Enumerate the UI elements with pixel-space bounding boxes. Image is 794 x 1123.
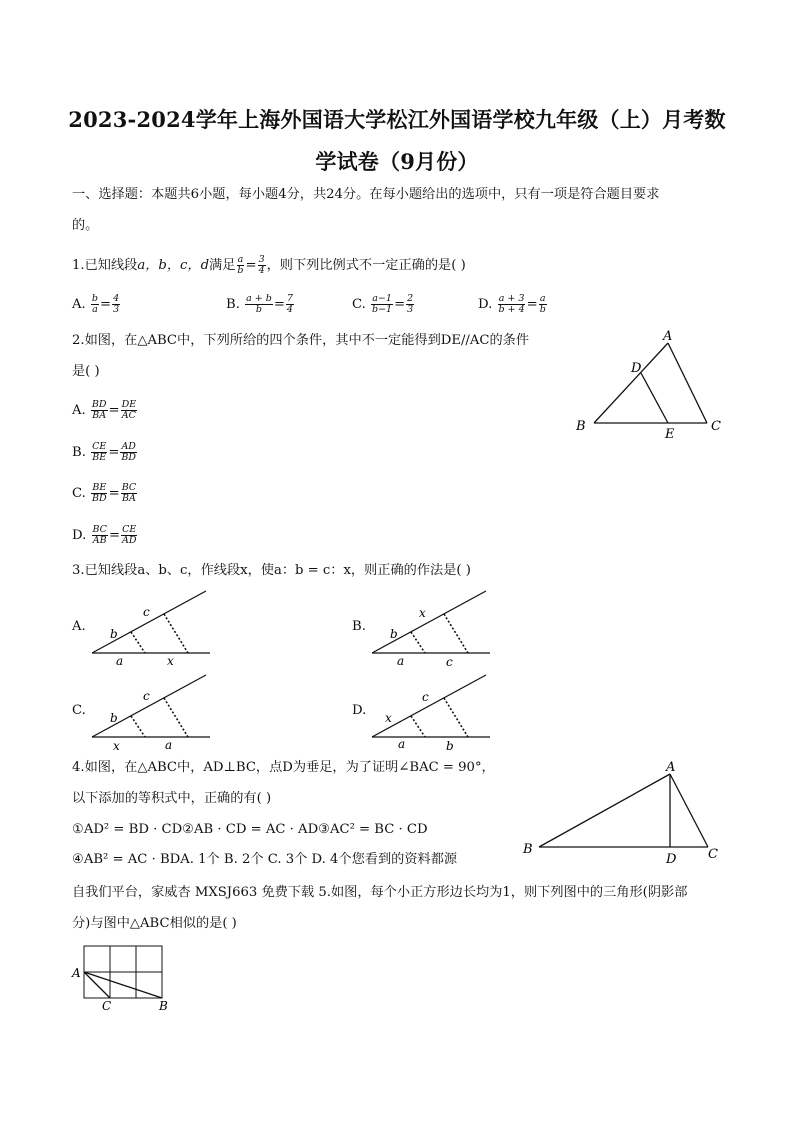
q3-option-b-figure[interactable]	[368, 588, 498, 668]
q3-stem: 3.已知线段a、b、c，作线段x，使a：b = c：x，则正确的作法是( )	[72, 563, 471, 578]
svg-text:a: a	[165, 738, 173, 752]
q4-triangle-figure	[520, 758, 730, 868]
svg-text:b: b	[110, 711, 118, 725]
q5-stem-line2: 分)与图中△ABC相似的是( )	[72, 916, 237, 931]
q5-label-a: A	[72, 966, 81, 980]
q2-option-c[interactable]: C. $\frac{BE}{BD}$ = $\frac{BC}{BA}$	[72, 482, 137, 504]
q2-stem-line1: 2.如图，在△ABC中，下列所给的四个条件，其中不一定能得到DE//AC的条件	[72, 333, 530, 348]
q3-option-d-figure[interactable]	[368, 672, 498, 752]
q4-stem-line1: 4.如图，在△ABC中，AD⊥BC，点D为垂足，为了证明∠BAC = 90°，	[72, 760, 495, 775]
q2-label-b: B	[576, 419, 586, 434]
svg-text:b: b	[446, 739, 454, 752]
svg-text:x: x	[419, 606, 426, 620]
svg-text:x: x	[167, 654, 174, 668]
q5-stem-line1: 自我们平台，家威杏 MXSJ663 免费下载 5.如图，每个小正方形边长均为1，则下列图中的三角形(阴影部	[72, 885, 688, 900]
q4-label-a: A	[666, 760, 676, 775]
q3-option-d-label[interactable]: D.	[352, 703, 367, 718]
q4-label-d: D	[666, 852, 677, 867]
q4-options-line[interactable]: ④AB² = AC · BDA. 1个 B. 2个 C. 3个 D. 4个您看到的资料都源	[72, 852, 458, 867]
q5-label-b: B	[159, 999, 168, 1013]
q3-option-a-label[interactable]: A.	[72, 619, 86, 634]
q1-stem: 1.已知线段a，b，c，d满足 $\frac{a}{b}$ = $\frac{3}{4}$ ，则下列比例式不一定正确的是( )	[72, 254, 466, 276]
page-title-line1: 2023-2024学年上海外国语大学松江外国语学校九年级（上）月考数	[68, 107, 726, 132]
q2-label-c: C	[711, 419, 721, 434]
q4-stem-line2: 以下添加的等积式中，正确的有( )	[72, 791, 272, 806]
svg-text:b: b	[390, 627, 398, 641]
svg-text:c: c	[143, 605, 150, 619]
svg-text:c: c	[446, 655, 453, 668]
q2-stem-line2: 是( )	[72, 364, 100, 379]
q4-equations: ①AD² = BD · CD②AB · CD = AC · AD③AC² = BC · CD	[72, 822, 428, 837]
q3-option-b-label[interactable]: B.	[352, 619, 366, 634]
section-heading-line1: 一、选择题：本题共6小题，每小题4分，共24分。在每小题给出的选项中，只有一项是符合题目要求	[72, 187, 660, 202]
q1-option-a[interactable]: A. $\frac{b}{a}$ = $\frac{4}{3}$	[72, 293, 120, 315]
svg-text:a: a	[116, 654, 124, 668]
q4-label-b: B	[523, 842, 533, 857]
q2-option-b[interactable]: B. $\frac{CE}{BE}$ = $\frac{AD}{BD}$	[72, 441, 136, 463]
q4-label-c: C	[708, 847, 718, 862]
svg-text:c: c	[422, 690, 429, 704]
q2-triangle-figure	[570, 330, 730, 445]
q2-option-d[interactable]: D. $\frac{BC}{AB}$ = $\frac{CE}{AD}$	[72, 524, 137, 546]
q3-option-c-label[interactable]: C.	[72, 703, 86, 718]
q1-option-d[interactable]: D. $\frac{a + 3}{b + 4}$ = $\frac{a}{b}$	[478, 293, 546, 315]
svg-text:b: b	[110, 627, 118, 641]
q2-label-a: A	[663, 330, 673, 344]
q5-grid-figure	[70, 943, 180, 1015]
page-title-line2: 学试卷（9月份）	[315, 149, 479, 174]
svg-text:x: x	[385, 711, 392, 725]
q2-option-a[interactable]: A. $\frac{BD}{BA}$ = $\frac{DE}{AC}$	[72, 399, 137, 421]
section-heading-line2: 的。	[72, 218, 99, 233]
svg-text:c: c	[143, 689, 150, 703]
svg-text:a: a	[398, 737, 406, 751]
q3-option-c-figure[interactable]	[88, 672, 218, 752]
q2-label-d: D	[631, 361, 642, 376]
q3-option-a-figure[interactable]	[88, 588, 218, 668]
q2-label-e: E	[665, 427, 675, 442]
svg-text:a: a	[397, 654, 405, 668]
q1-option-c[interactable]: C. $\frac{a-1}{b-1}$ = $\frac{2}{3}$	[352, 293, 414, 315]
svg-text:x: x	[113, 739, 120, 752]
q5-label-c: C	[102, 999, 112, 1013]
q1-option-b[interactable]: B. $\frac{a + b}{b}$ = $\frac{7}{4}$	[226, 293, 293, 315]
